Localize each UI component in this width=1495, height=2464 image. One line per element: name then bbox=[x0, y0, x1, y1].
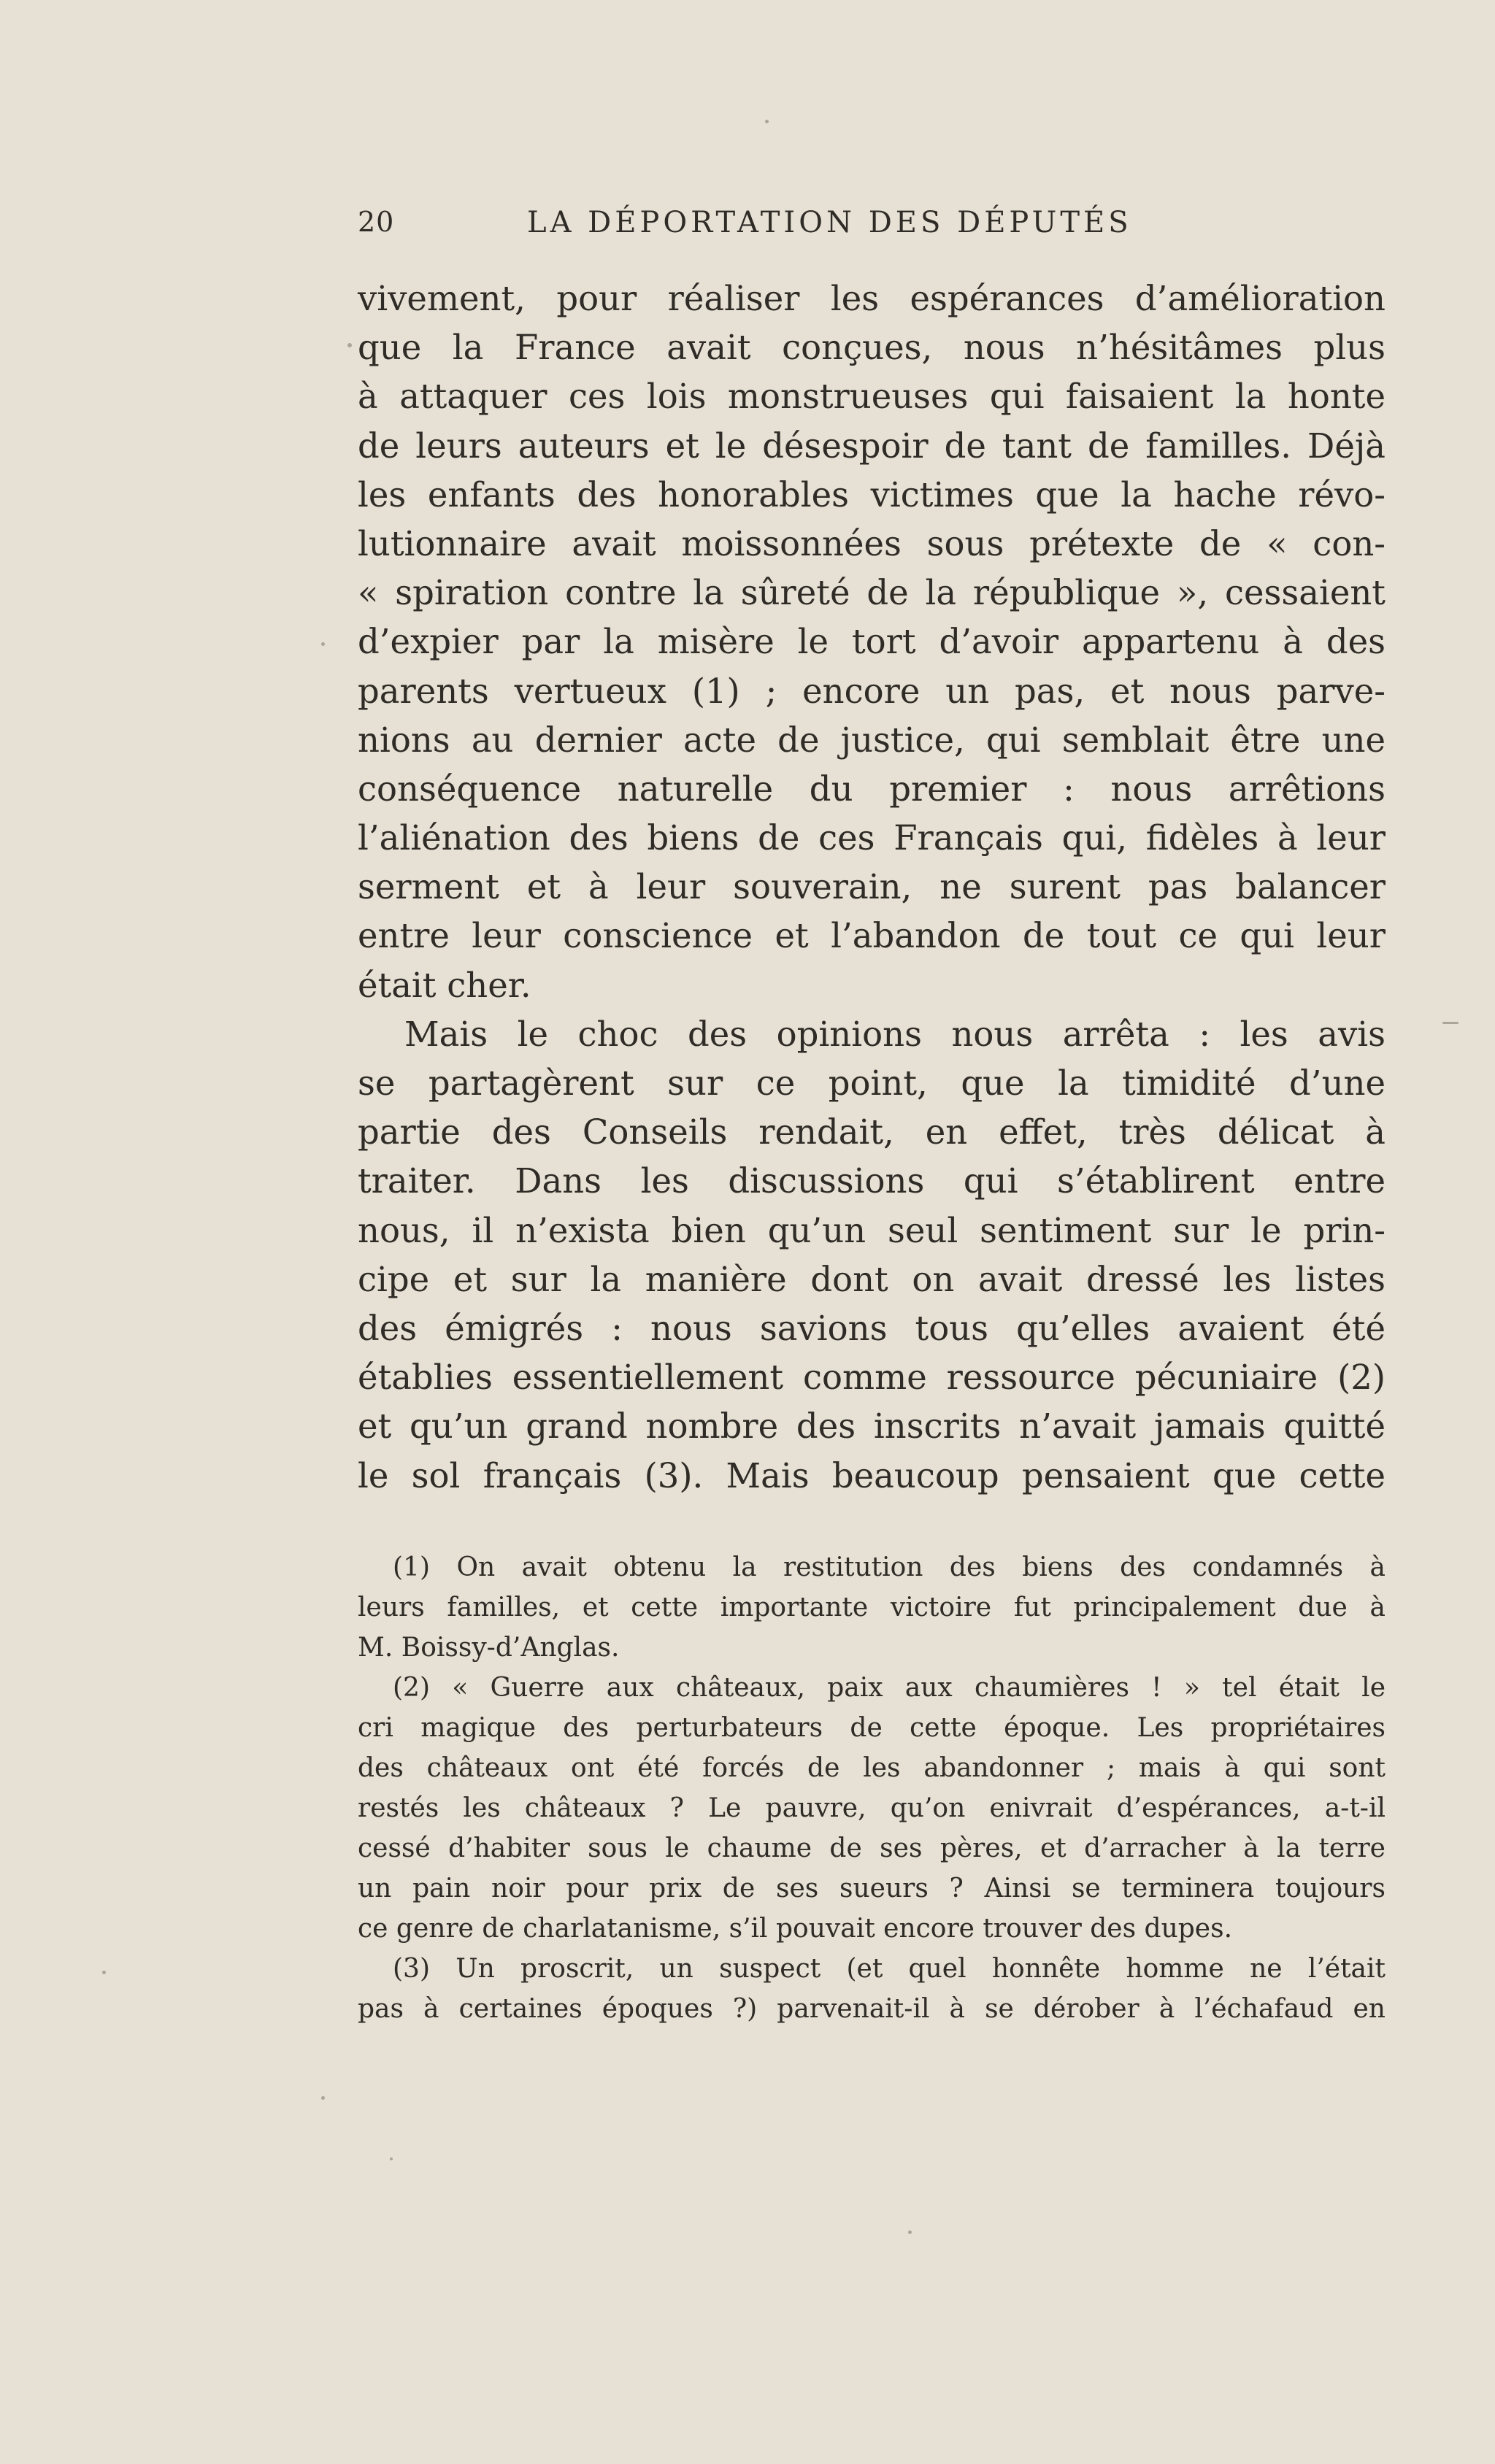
body-line: se partagèrent sur ce point, que la timidité d’une bbox=[358, 1063, 1386, 1103]
body-line: traiter. Dans les discussions qui s’établirent entre bbox=[358, 1161, 1386, 1201]
footnote-line: pas à certaines époques ?) parvenait-il à se dérober à l’échafaud en bbox=[358, 1994, 1386, 2024]
footnotes bbox=[358, 1547, 1386, 2029]
body-line: les enfants des honorables victimes que la hache révo- bbox=[358, 474, 1386, 515]
body-line: que la France avait conçues, nous n’hésitâmes plus bbox=[358, 328, 1386, 368]
body-line: l’aliénation des biens de ces Français qui, fidèles à leur bbox=[358, 818, 1386, 858]
body-line: d’expier par la misère le tort d’avoir appartenu à des bbox=[358, 622, 1386, 662]
body-line: nions au dernier acte de justice, qui semblait être une bbox=[358, 720, 1386, 760]
body-line: « spiration contre la sûreté de la république », cessaient bbox=[358, 573, 1386, 613]
footnote-line: (3) Un proscrit, un suspect (et quel honnête homme ne l’était bbox=[393, 1954, 1386, 1984]
body-line: des émigrés : nous savions tous qu’elles avaient été bbox=[358, 1308, 1386, 1348]
body-line: lutionnaire avait moissonnées sous prétexte de « con- bbox=[358, 523, 1386, 563]
footnote-line: (1) On avait obtenu la restitution des biens des condamnés à bbox=[393, 1552, 1386, 1582]
footnote-line: des châteaux ont été forcés de les abandonner ; mais à qui sont bbox=[358, 1753, 1386, 1783]
footnote-line: M. Boissy-d’Anglas. bbox=[358, 1633, 620, 1663]
running-title: LA DÉPORTATION DES DÉPUTÉS bbox=[527, 206, 1132, 239]
paper-speck bbox=[102, 1971, 106, 1974]
footnote-line: restés les châteaux ? Le pauvre, qu’on enivrait d’espérances, a-t-il bbox=[358, 1793, 1386, 1823]
footnote-line: un pain noir pour prix de ses sueurs ? Ainsi se terminera toujours bbox=[358, 1874, 1386, 1903]
paper-speck bbox=[765, 120, 769, 123]
paper-speck bbox=[321, 2096, 325, 2100]
body-line: Mais le choc des opinions nous arrêta : les avis bbox=[404, 1014, 1386, 1054]
body-line: à attaquer ces lois monstrueuses qui faisaient la honte bbox=[358, 377, 1386, 417]
footnote-line: (2) « Guerre aux châteaux, paix aux chaumières ! » tel était le bbox=[393, 1673, 1386, 1703]
paper-speck bbox=[1442, 1022, 1459, 1024]
paper-speck bbox=[908, 2230, 912, 2234]
body-line: conséquence naturelle du premier : nous arrêtions bbox=[358, 769, 1386, 809]
body-line: vivement, pour réaliser les espérances d’amélioration bbox=[358, 279, 1386, 318]
paper-speck bbox=[321, 642, 325, 646]
body-line: cipe et sur la manière dont on avait dressé les listes bbox=[358, 1259, 1386, 1299]
body-line: le sol français (3). Mais beaucoup pensaient que cette bbox=[358, 1455, 1386, 1495]
body-line: entre leur conscience et l’abandon de tout ce qui leur bbox=[358, 916, 1386, 956]
footnote-line: leurs familles, et cette importante victoire fut principalement due à bbox=[358, 1593, 1386, 1622]
footnote-line: ce genre de charlatanisme, s’il pouvait encore trouver des dupes. bbox=[358, 1914, 1233, 1944]
body-line: nous, il n’exista bien qu’un seul sentiment sur le prin- bbox=[358, 1210, 1386, 1250]
footnote-line: cri magique des perturbateurs de cette époque. Les propriétaires bbox=[358, 1713, 1386, 1743]
paper-speck bbox=[347, 343, 352, 347]
body-line: établies essentiellement comme ressource pécuniaire (2) bbox=[358, 1358, 1386, 1398]
body-line: de leurs auteurs et le désespoir de tant de familles. Déjà bbox=[358, 426, 1386, 466]
body-line: serment et à leur souverain, ne surent pas balancer bbox=[358, 867, 1386, 907]
footnote-line: cessé d’habiter sous le chaume de ses pères, et d’arracher à la terre bbox=[358, 1833, 1386, 1863]
body-line: et qu’un grand nombre des inscrits n’avait jamais quitté bbox=[358, 1406, 1386, 1447]
page-header bbox=[358, 206, 1225, 250]
body-line: parents vertueux (1) ; encore un pas, et nous parve- bbox=[358, 671, 1386, 711]
body-line: partie des Conseils rendait, en effet, très délicat à bbox=[358, 1112, 1386, 1152]
page-number: 20 bbox=[358, 206, 395, 238]
paper-speck bbox=[390, 2157, 393, 2160]
body-line: était cher. bbox=[358, 965, 531, 1005]
body-text bbox=[358, 274, 1386, 1501]
